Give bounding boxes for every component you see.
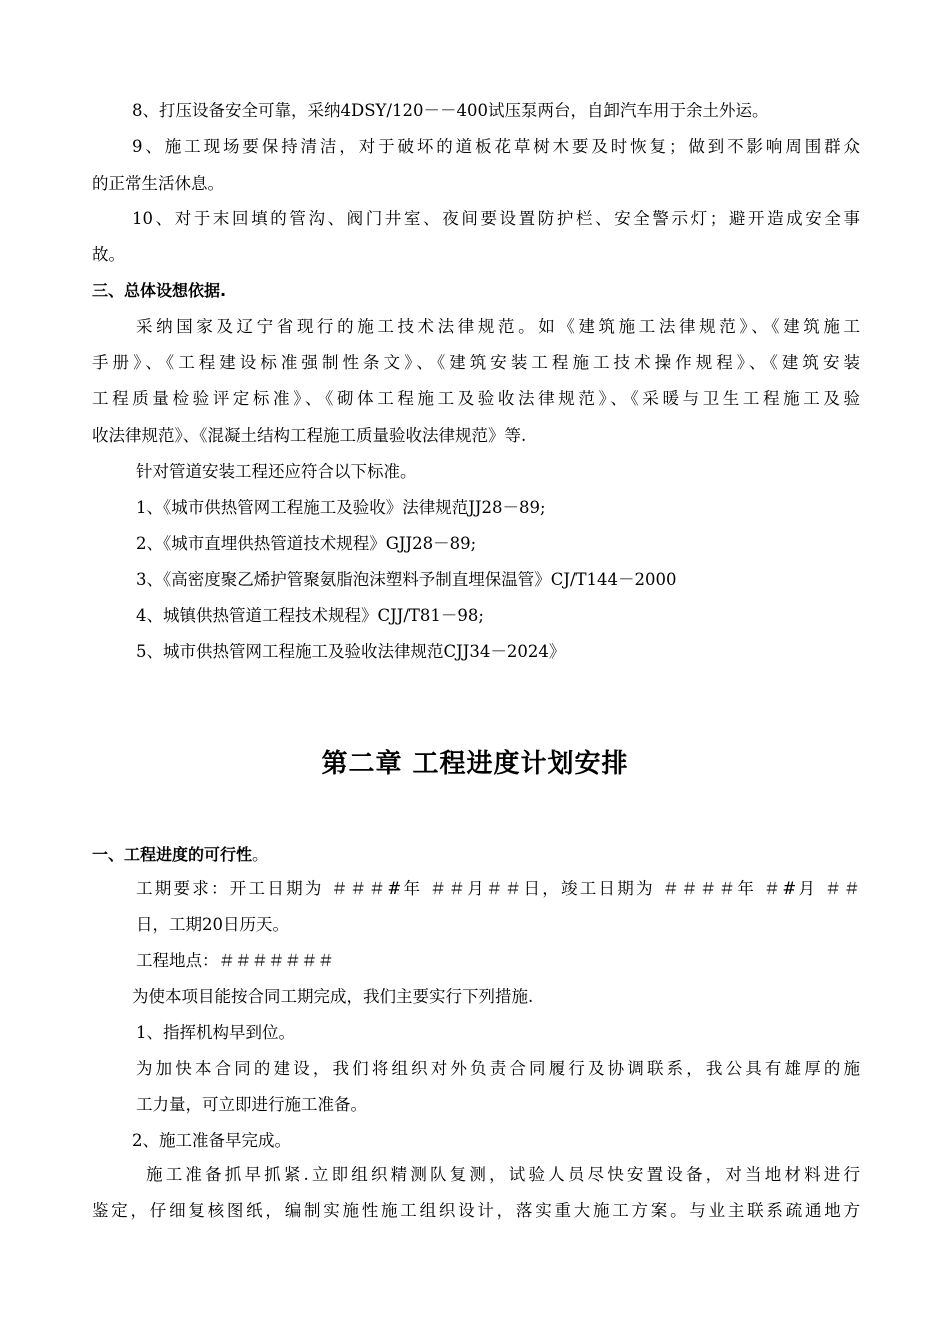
measure-item-2: 2、施工准备早完成。 (132, 1131, 291, 1150)
section-heading-1 (92, 837, 860, 873)
section-heading-1-tail: 。 (252, 845, 269, 864)
paragraph-basis-line4: 收法律规范》、《混凝土结构工程施工质量验收法律规范》等. (92, 426, 527, 445)
standard-item-5: 5、城市供热管网工程施工及验收法律规范CJJ34－2024》 (136, 642, 566, 661)
paragraph-standards-intro: 针对管道安装工程还应符合以下标准。 (136, 462, 417, 481)
paragraph-basis-line2: 手册》、《工程建设标准强制性条文》、《建筑安装工程施工技术操作规程》、《建筑安装 (92, 353, 860, 372)
standard-item-3: 3、《高密度聚乙烯护管聚氨脂泡沫塑料予制直埋保温管》CJ/T144－2000 (136, 570, 677, 589)
paragraph-item-10-line2: 故。 (92, 245, 125, 264)
project-location: 工程地点：＃＃＃＃＃＃＃ (136, 951, 334, 970)
standard-item-2: 2、《城市直埋供热管道技术规程》GJJ28－89; (136, 534, 477, 553)
section-heading-3: 三、总体设想依据. (92, 281, 227, 300)
paragraph-item-9-line2: 的正常生活休息。 (92, 174, 224, 193)
paragraph-item-9-line1: 9、施工现场要保持清洁，对于破坏的道板花草树木要及时恢复；做到不影响周围群众 (132, 137, 860, 156)
standard-item-1: 1、《城市供热管网工程施工及验收》法律规范JJ28－89; (136, 498, 546, 517)
chapter-title: 第二章 工程进度计划安排 (321, 749, 629, 779)
measure-item-1: 1、指挥机构早到位。 (136, 1023, 295, 1042)
measure-item-2-body-line1: 施工准备抓早抓紧.立即组织精测队复测，试验人员尽快安置设备，对当地材料进行 (146, 1165, 860, 1184)
paragraph-item-8: 8、打压设备安全可靠，采纳4DSY/120－－400试压泵两台，自卸汽车用于余土外运。 (132, 101, 769, 120)
paragraph-item-10-line1: 10、对于末回填的管沟、阀门井室、夜间要设置防护栏、安全警示灯；避开造成安全事 (132, 209, 860, 228)
paragraph-basis-line1: 采纳国家及辽宁省现行的施工技术法律规范。如《建筑施工法律规范》、《建筑施工 (136, 317, 860, 336)
schedule-requirement-line1: 工期要求：开工日期为 ＃＃＃#年 ＃＃月＃＃日，竣工日期为 ＃＃＃＃年 ＃#月 ＃＃ (136, 879, 860, 898)
schedule-requirement-line2: 日，工期20日历天。 (136, 915, 289, 934)
standard-item-4: 4、城镇供热管道工程技术规程》CJJ/T81－98; (136, 606, 484, 625)
paragraph-basis-line3: 工程质量检验评定标准》、《砌体工程施工及验收法律规范》、《采暖与卫生工程施工及验 (92, 389, 860, 408)
section-heading-1-text: 一、工程进度的可行性 (92, 845, 253, 864)
measure-item-1-body-line2: 工力量，可立即进行施工准备。 (136, 1095, 367, 1114)
measure-item-1-body-line1: 为加快本合同的建设，我们将组织对外负责合同履行及协调联系，我公具有雄厚的施 (136, 1059, 860, 1078)
measure-item-2-body-line2: 鉴定，仔细复核图纸，编制实施性施工组织设计，落实重大施工方案。与业主联系疏通地方 (92, 1201, 860, 1220)
measures-intro: 为使本项目能按合同工期完成，我们主要实行下列措施. (132, 987, 534, 1006)
